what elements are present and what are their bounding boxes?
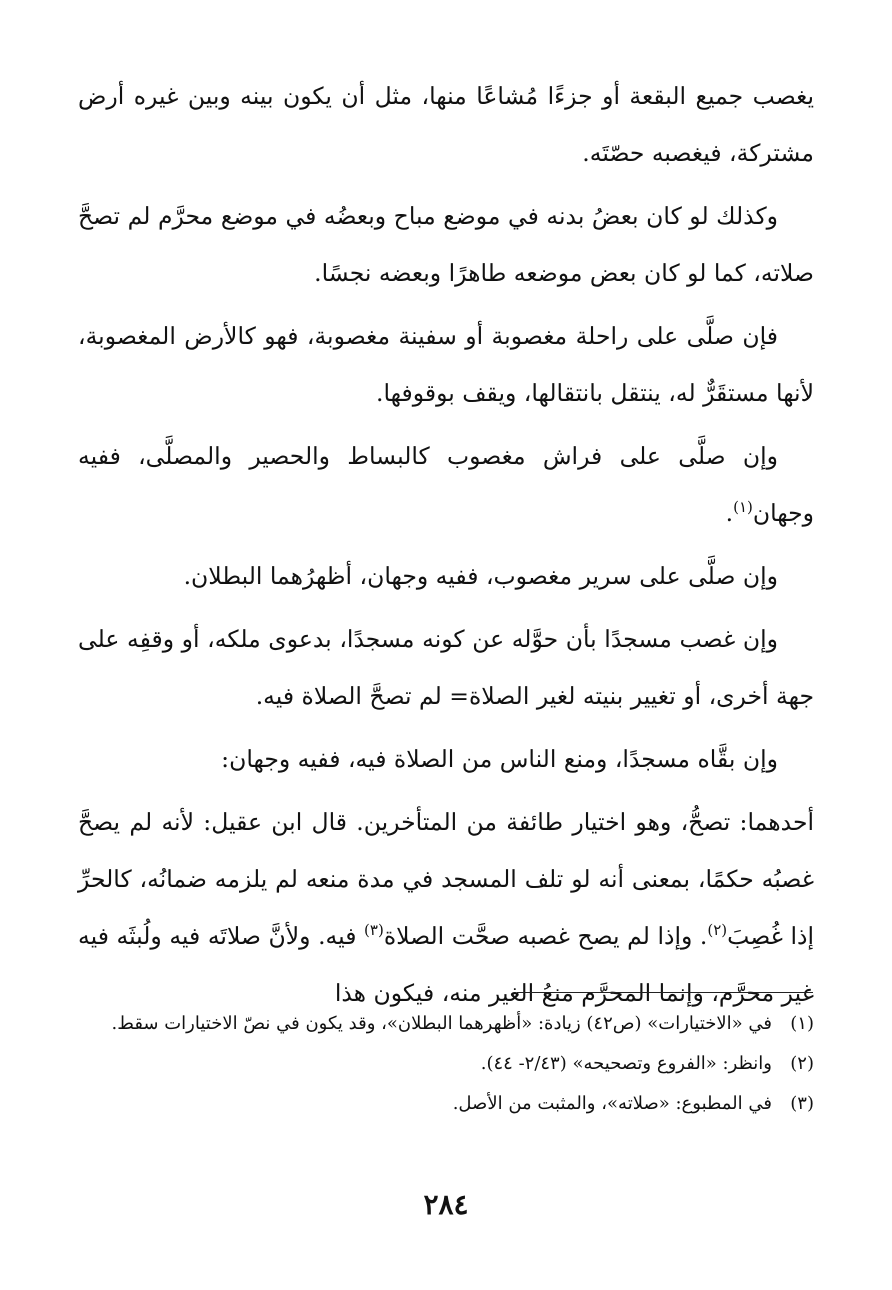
paragraph-6: وإن غصب مسجدًا بأن حوَّله عن كونه مسجدًا، بدعوى ملكه، أو وقفِه على جهة أخرى، أو تغيير بنيته لغير الصلاة= لم تصحَّ الصلاة فيه. xyxy=(78,625,814,710)
footnote-marker-1: (١) xyxy=(733,498,753,517)
paragraph-8-part-3: فيه. ولأنَّ صلاتَه فيه ولُبثَه فيه غير محرَّم، وإنما المحرَّم منعُ الغير منه، فيكون هذا xyxy=(78,922,814,1007)
paragraph-1: يغصب جميع البقعة أو جزءًا مُشاعًا منها، مثل أن يكون بينه وبين غيره أرض مشتركة، فيغصبه حصّتَه. xyxy=(78,82,814,167)
footnote-number: (٢) xyxy=(790,1053,814,1074)
footnote-text: في «الاختيارات» (ص٤٢) زيادة: «أظهرهما البطلان»، وقد يكون في نصّ الاختيارات سقط. xyxy=(111,1013,772,1034)
footnote-marker-3: (٣) xyxy=(364,921,384,940)
paragraph-5: وإن صلَّى على سرير مغصوب، ففيه وجهان، أظهرُهما البطلان. xyxy=(183,562,778,590)
paragraph-2: وكذلك لو كان بعضُ بدنه في موضع مباح وبعضُه في موضع محرَّم لم تصحَّ صلاته، كما لو كان بعض موضعه طاهرًا وبعضه نجسًا. xyxy=(78,202,814,287)
footnote-text: وانظر: «الفروع وتصحيحه» (٢/٤٣- ٤٤). xyxy=(480,1053,772,1074)
paragraph-8 xyxy=(78,794,814,1022)
paragraph-4-text: وإن صلَّى على فراش مغصوب كالبساط والحصير والمصلَّى، ففيه وجهان xyxy=(78,442,814,527)
paragraph-8-part-1: أحدهما: تصحُّ، وهو اختيار طائفة من المتأخرين. قال ابن عقيل: لأنه لم يصحَّ غصبُه حكمًا، بمعنى أنه لو تلف المسجد في مدة منعه لم يلزمه ضمانُه، كالحرِّ إذا غُصِبَ xyxy=(78,808,814,950)
footnote-number: (١) xyxy=(790,1013,814,1034)
paragraph-4-end: . xyxy=(725,499,734,527)
paragraph-8-part-2: . وإذا لم يصح غصبه صحَّت الصلاة xyxy=(383,922,708,950)
paragraph-7: وإن بقَّاه مسجدًا، ومنع الناس من الصلاة فيه، ففيه وجهان: xyxy=(221,745,778,773)
main-text xyxy=(78,68,814,1022)
footnote-2 xyxy=(78,1044,814,1084)
paragraph-4 xyxy=(78,428,814,542)
paragraph-3: فإن صلَّى على راحلة مغصوبة أو سفينة مغصوبة، فهو كالأرض المغصوبة، لأنها مستقَرٌّ له، ينتقل بانتقالها، ويقف بوقوفها. xyxy=(78,322,814,407)
footnote-3 xyxy=(78,1084,814,1124)
footnote-marker-2: (٢) xyxy=(707,921,728,940)
footnote-number: (٣) xyxy=(790,1093,814,1114)
footnote-1 xyxy=(78,1004,814,1044)
footnote-text: في المطبوع: «صلاته»، والمثبت من الأصل. xyxy=(452,1093,772,1114)
page-number: ٢٨٤ xyxy=(423,1188,469,1221)
footnote-divider xyxy=(517,992,813,993)
footnotes xyxy=(78,1004,814,1124)
